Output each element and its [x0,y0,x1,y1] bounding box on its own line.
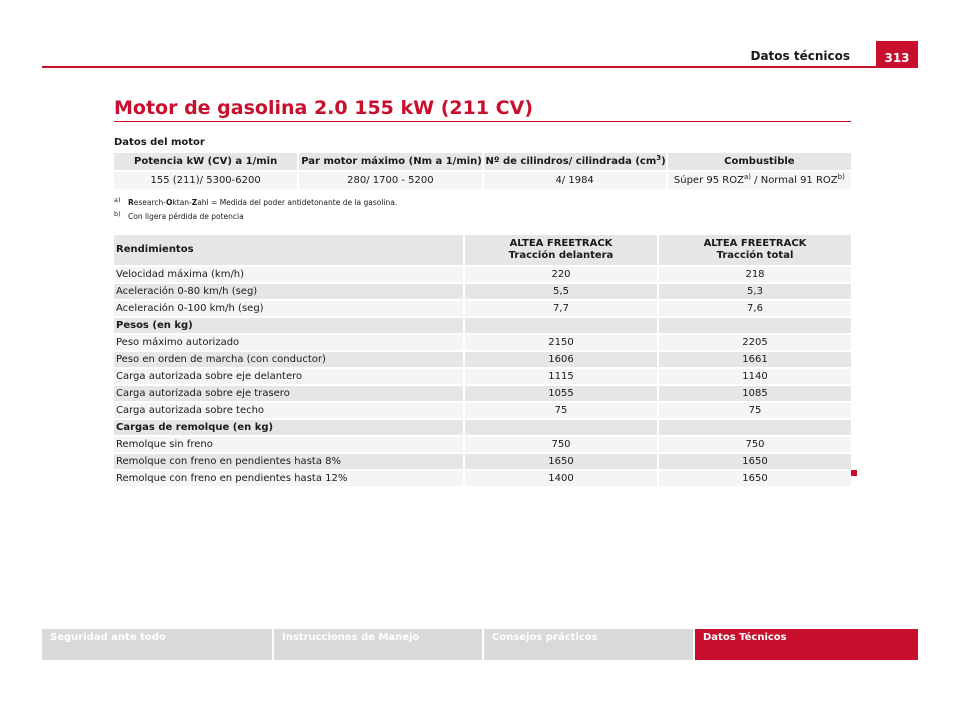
table-row [114,453,851,470]
footnote-a [114,196,397,207]
engine-header-row [114,153,851,171]
row-value-fwd: 1650 [464,453,658,470]
row-value-fwd [464,317,658,334]
performance-table [114,235,851,486]
engine-data-row [114,171,851,189]
table-row [114,334,851,351]
footer-tab-seguridad[interactable]: Seguridad ante todo [42,629,272,660]
end-of-section-marker [851,470,857,476]
row-value-awd: 1085 [658,385,851,402]
row-value-awd: 218 [658,266,851,283]
table-row [114,385,851,402]
footnote-a-r: R [128,198,134,207]
row-value-fwd: 1055 [464,385,658,402]
fuel-value [667,171,851,189]
footnote-a-t1: esearch- [133,198,167,207]
row-label: Carga autorizada sobre techo [114,402,464,419]
fwd-header-line2: Tracción delantera [508,250,614,261]
cylinders-header [483,153,667,171]
fuel-header: Combustible [667,153,851,171]
footer-tab-consejos[interactable]: Consejos prácticos [484,629,693,660]
footnote-b-mark: b) [114,210,121,218]
fuel-text-a: Súper 95 ROZ [673,175,744,186]
row-value-awd: 2205 [658,334,851,351]
cylinders-header-sup: 3 [656,154,662,162]
row-value-awd [658,419,851,436]
row-label: Remolque sin freno [114,436,464,453]
engine-data-table [114,153,851,189]
footnote-b-text: Con ligera pérdida de potencia [128,212,244,221]
table-row [114,283,851,300]
footer-tab-instrucciones[interactable]: Instrucciones de Manejo [274,629,482,660]
row-value-awd: 7,6 [658,300,851,317]
header-rule [42,66,918,68]
row-label: Carga autorizada sobre eje delantero [114,368,464,385]
cylinders-header-close: ) [661,156,666,167]
row-value-awd [658,317,851,334]
row-value-awd: 5,3 [658,283,851,300]
row-label: Peso máximo autorizado [114,334,464,351]
page-title: Motor de gasolina 2.0 155 kW (211 CV) [114,97,534,119]
fuel-sup-a: a) [743,173,751,181]
power-value: 155 (211)/ 5300-6200 [114,171,298,189]
table-row [114,300,851,317]
footnote-a-z: Z [191,198,198,207]
row-label: Velocidad máxima (km/h) [114,266,464,283]
row-value-fwd: 1115 [464,368,658,385]
row-label: Aceleración 0-100 km/h (seg) [114,300,464,317]
row-value-awd: 1650 [658,453,851,470]
row-value-awd: 75 [658,402,851,419]
footer-tab-datos-tecnicos[interactable]: Datos Técnicos [695,629,918,660]
row-label: Carga autorizada sobre eje trasero [114,385,464,402]
section-name: Datos técnicos [750,49,850,63]
footnote-a-t2: ktan- [172,198,192,207]
row-label: Remolque con freno en pendientes hasta 8% [114,453,464,470]
row-value-fwd: 1606 [464,351,658,368]
all-wheel-drive-header [658,235,851,266]
performance-label-header: Rendimientos [114,235,464,266]
section-row-towing [114,419,851,436]
torque-value: 280/ 1700 - 5200 [298,171,482,189]
table-row [114,368,851,385]
footnote-b [114,210,244,221]
fuel-sup-b: b) [837,173,845,181]
awd-header-line1: ALTEA FREETRACK [703,238,807,249]
title-rule [114,121,851,122]
table-row [114,351,851,368]
table-row [114,436,851,453]
row-value-awd: 1650 [658,470,851,486]
engine-subheading: Datos del motor [114,137,205,148]
fwd-header-line1: ALTEA FREETRACK [509,238,613,249]
row-value-fwd [464,419,658,436]
footnote-a-o: O [166,198,173,207]
row-label: Peso en orden de marcha (con conductor) [114,351,464,368]
row-value-awd: 1140 [658,368,851,385]
row-value-fwd: 220 [464,266,658,283]
fuel-text-b: / Normal 91 ROZ [750,175,838,186]
row-label: Remolque con freno en pendientes hasta 12% [114,470,464,486]
row-value-awd: 750 [658,436,851,453]
torque-header: Par motor máximo (Nm a 1/min) [298,153,482,171]
section-label: Pesos (en kg) [114,317,464,334]
row-value-fwd: 7,7 [464,300,658,317]
cylinders-value: 4/ 1984 [483,171,667,189]
footnote-a-mark: a) [114,196,121,204]
row-value-fwd: 5,5 [464,283,658,300]
page-number: 313 [876,41,918,67]
row-value-fwd: 750 [464,436,658,453]
footnote-a-t3: ahl = Medida del poder antidetonante de la gasolina. [197,198,398,207]
table-row [114,470,851,486]
cylinders-header-text: Nº de cilindros/ cilindrada (cm [485,156,657,167]
row-value-fwd: 75 [464,402,658,419]
performance-header-row [114,235,851,266]
awd-header-line2: Tracción total [716,250,794,261]
section-row-weights [114,317,851,334]
power-header: Potencia kW (CV) a 1/min [114,153,298,171]
table-row [114,266,851,283]
row-label: Aceleración 0-80 km/h (seg) [114,283,464,300]
row-value-awd: 1661 [658,351,851,368]
row-value-fwd: 2150 [464,334,658,351]
table-row [114,402,851,419]
front-wheel-drive-header [464,235,658,266]
section-label: Cargas de remolque (en kg) [114,419,464,436]
row-value-fwd: 1400 [464,470,658,486]
